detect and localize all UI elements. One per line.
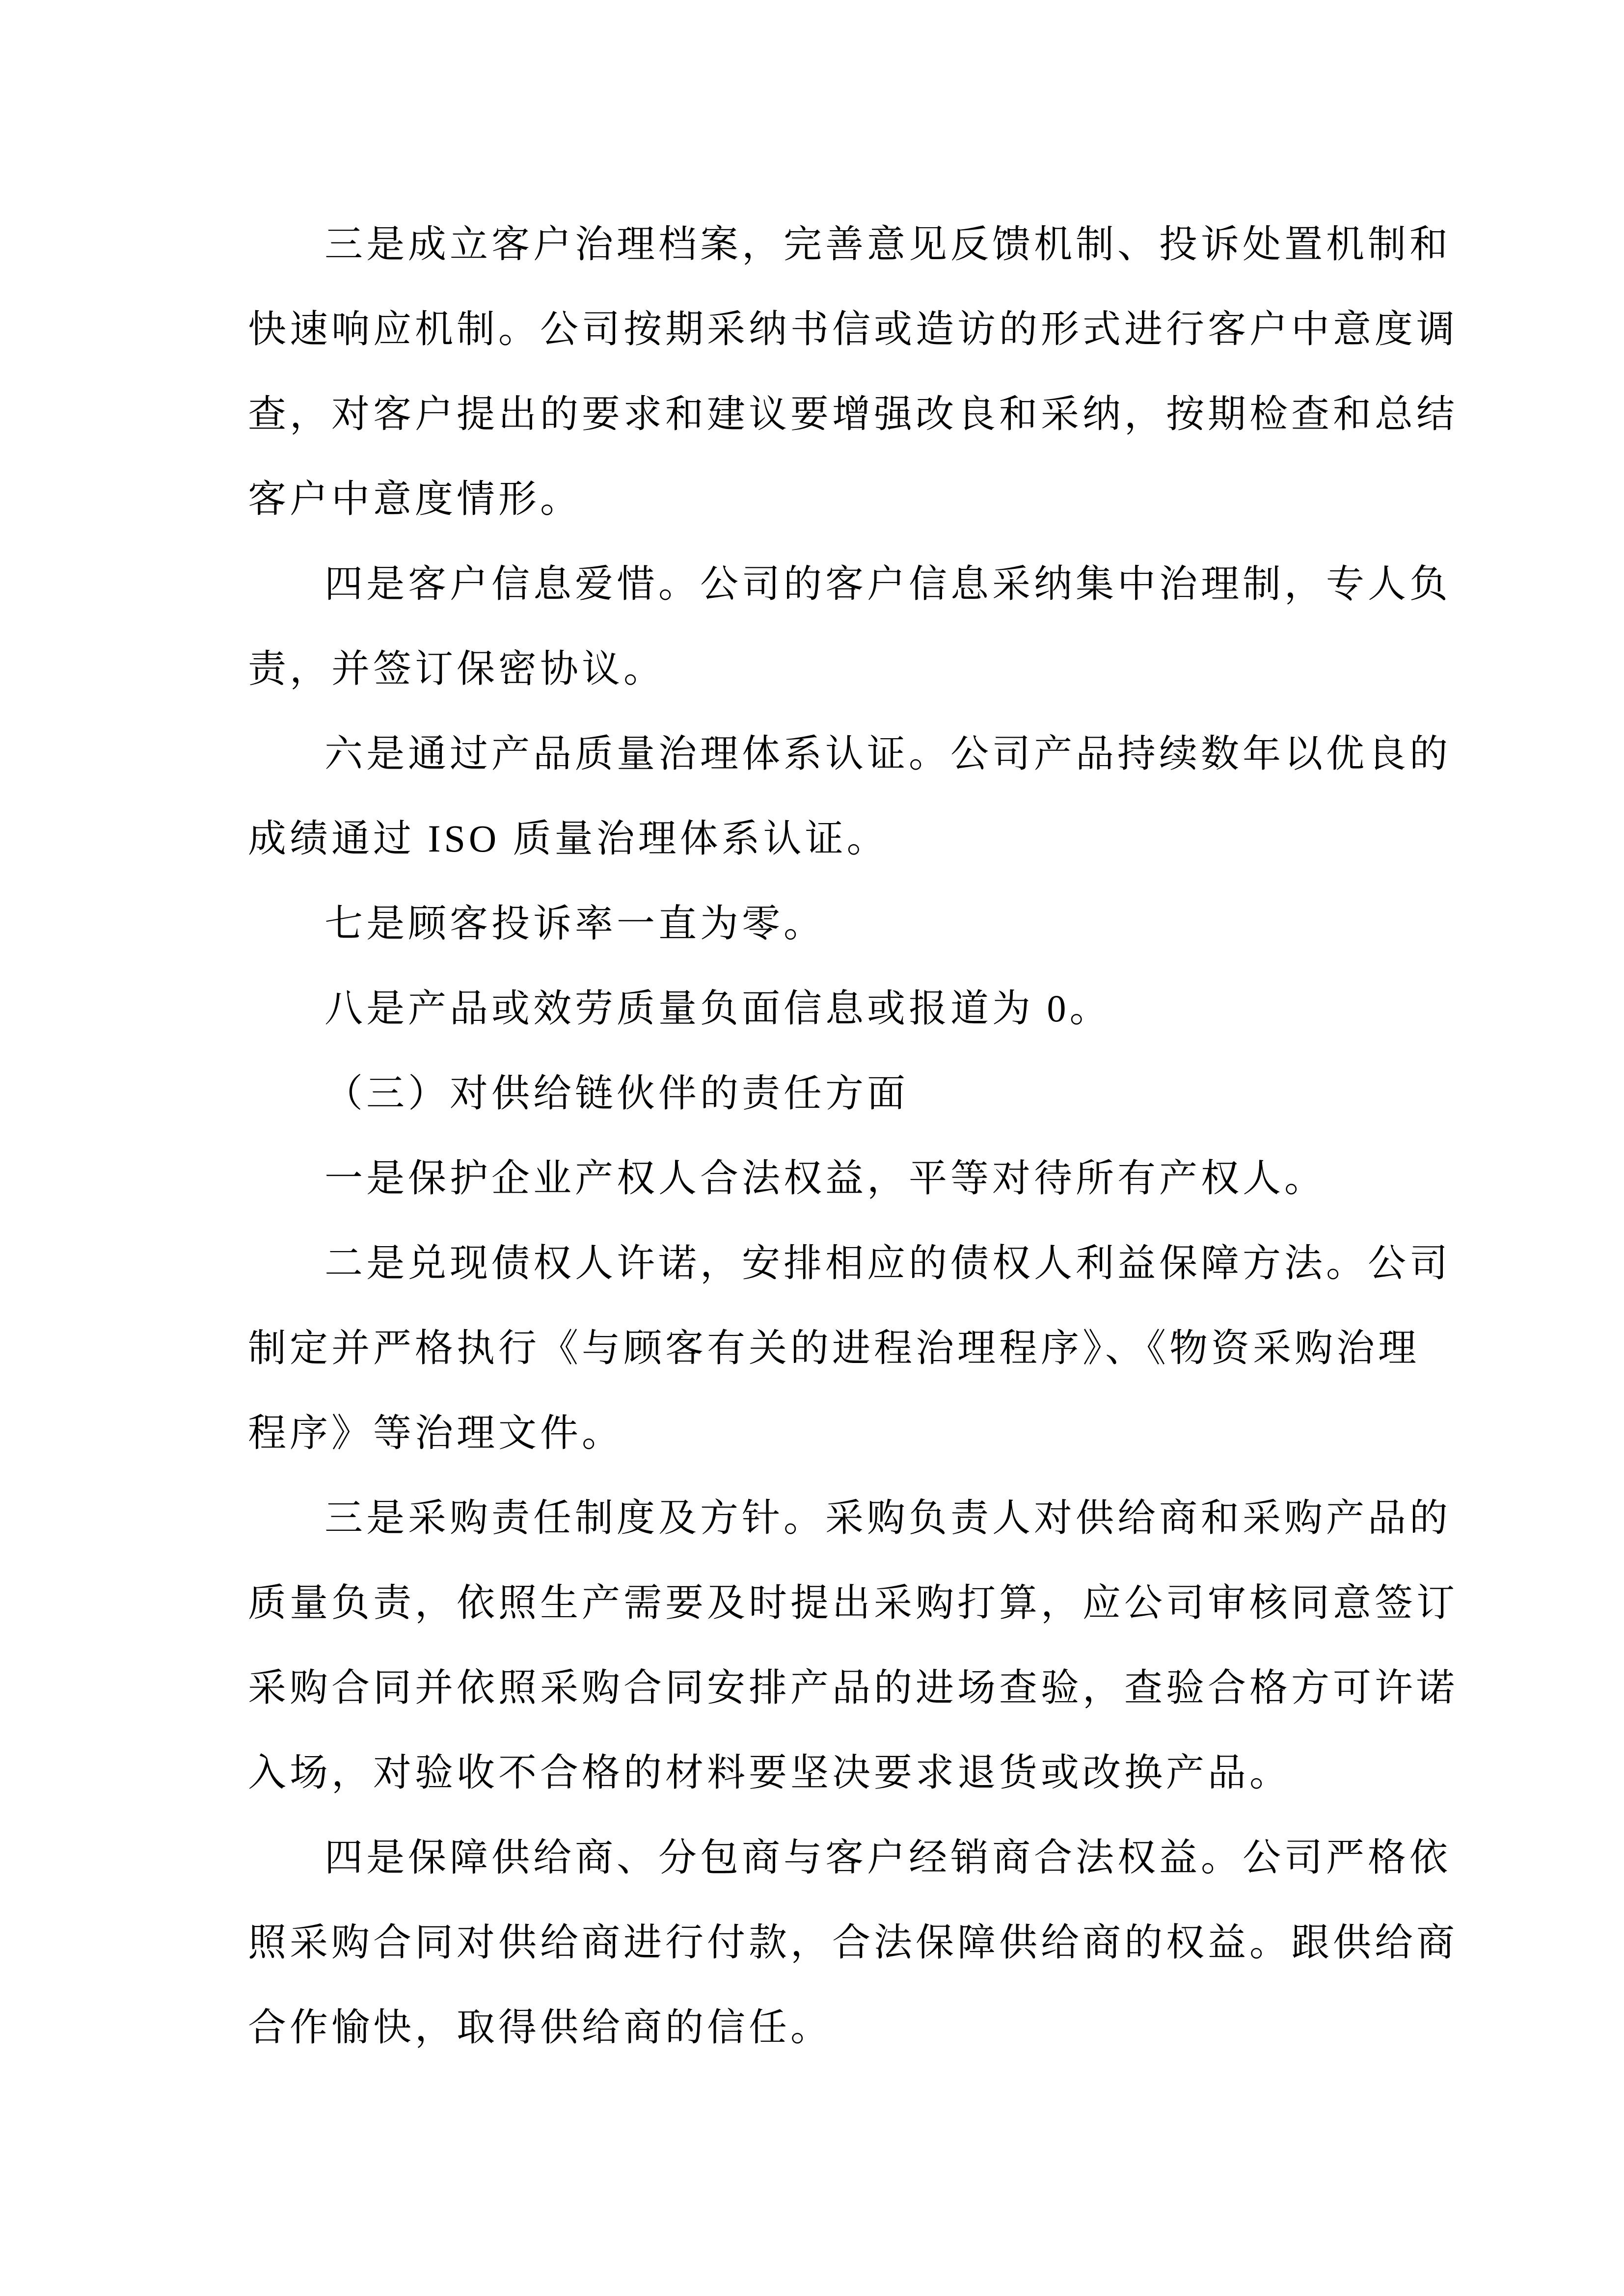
- text-line: 一是保护企业产权人合法权益，平等对待所有产权人。: [325, 1157, 1326, 1200]
- text-line: 三是采购责任制度及方针。采购负责人对供给商和采购产品的: [325, 1496, 1452, 1539]
- text-line: 客户中意度情形。: [248, 478, 582, 520]
- text-line: 采购合同并依照采购合同安排产品的进场查验，查验合格方可许诺: [248, 1666, 1459, 1709]
- text-line: 合作愉快，取得供给商的信任。: [248, 2006, 833, 2049]
- text-line: 责，并签订保密协议。: [248, 647, 666, 690]
- text-line: 四是客户信息爱惜。公司的客户信息采纳集中治理制，专人负: [325, 562, 1452, 605]
- text-line: 程序》等治理文件。: [248, 1412, 624, 1454]
- text-line: 质量负责，依照生产需要及时提出采购打算，应公司审核同意签订: [248, 1581, 1459, 1624]
- text-line: 查，对客户提出的要求和建议要增强改良和采纳，按期检查和总结: [248, 393, 1459, 435]
- text-line: 四是保障供给商、分包商与客户经销商合法权益。公司严格依: [325, 1836, 1452, 1879]
- text-line: 三是成立客户治理档案，完善意见反馈机制、投诉处置机制和: [325, 223, 1452, 266]
- text-line: 入场，对验收不合格的材料要坚决要求退货或改换产品。: [248, 1751, 1292, 1794]
- text-line: 照采购合同对供给商进行付款，合法保障供给商的权益。跟供给商: [248, 1921, 1459, 1964]
- text-line: （三）对供给链伙伴的责任方面: [325, 1072, 909, 1115]
- text-line: 快速响应机制。公司按期采纳书信或造访的形式进行客户中意度调: [248, 308, 1459, 350]
- text-line: 八是产品或效劳质量负面信息或报道为 0。: [325, 987, 1111, 1030]
- text-line: 成绩通过 ISO 质量治理体系认证。: [248, 817, 889, 860]
- text-line: 六是通过产品质量治理体系认证。公司产品持续数年以优良的: [325, 732, 1452, 775]
- text-line: 二是兑现债权人许诺，安排相应的债权人利益保障方法。公司: [325, 1242, 1452, 1284]
- text-line: 制定并严格执行《与顾客有关的进程治理程序》、《物资采购治理: [248, 1327, 1420, 1369]
- text-line: 七是顾客投诉率一直为零。: [325, 902, 826, 945]
- document-body: [248, 202, 1459, 2070]
